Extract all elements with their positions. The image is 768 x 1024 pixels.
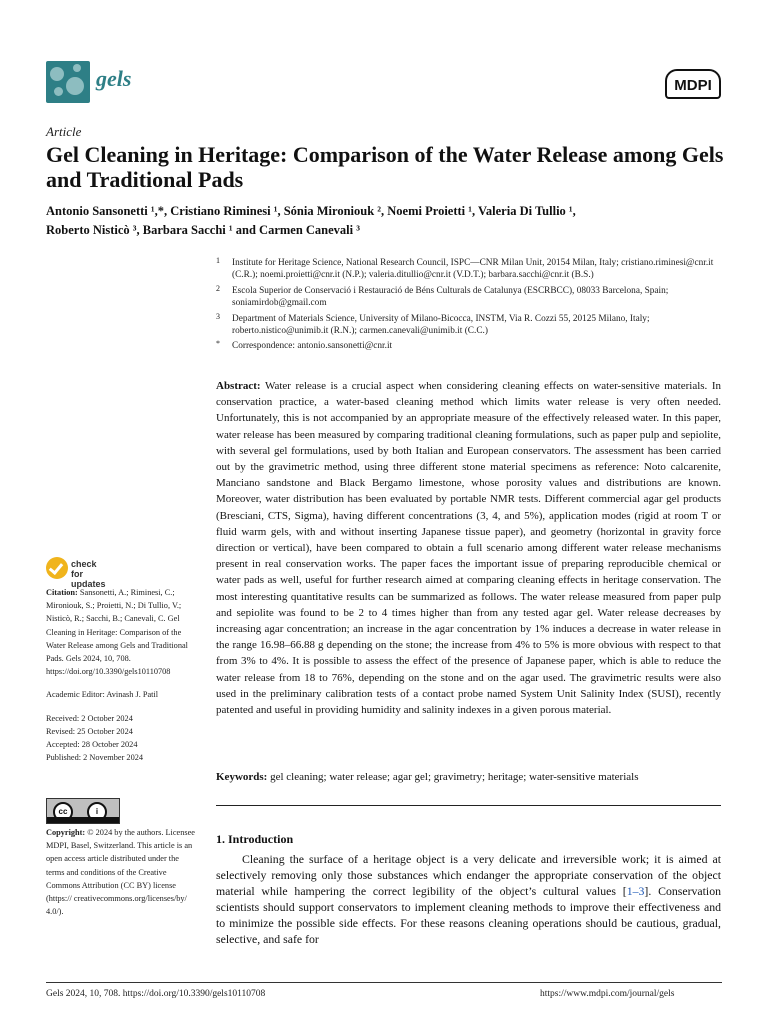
correspondence: * Correspondence: antonio.sansonetti@cnr.it (216, 339, 393, 352)
section-heading: 1. Introduction (216, 832, 294, 846)
author-list (46, 202, 746, 240)
revised-date: Revised: 25 October 2024 (46, 726, 133, 736)
cc-icon: cc (53, 802, 73, 822)
keywords (216, 771, 721, 783)
copyright (46, 826, 198, 918)
abstract-text: Water release is a crucial aspect when considering cleaning effects on water-sensitive materials. In conservation practice, a water-based cleaning method which limits water release is very often needed. Unfortunately, this is not accompanied by an appropriate measure of the effectively released water. In this paper, water release has been measured by comparing traditional cleaning formulations, such as paper pulp and sepiolite, with several gel formulations, used by both Italian and European conservators. The assessment has been carried out by the gravimetric method, using three different stone material specimens as reference: Noto calcarenite, Manciano sandstone and Black Bergamo limestone, whose porosity values and distributions are known. Moreover, water distribution has been evaluated by portable NMR tests. Different commercial agar gel products (Bresciani, CTS, Sigma), having different concentrations (3, 4, and 5%), application modes (rigid at room T or fluid warm gels, with and without inserting Japanese tissue paper), and geometry (horizontal in gravity force direction or vertical), have been compared to obtain a full scenario among different water release mechanisms present in real conservation works. The paper faces the important issue of preparing reproducible chemical or water pads as well, useful for further research aimed at comparing cleaning effects in heritage conservation. The most interesting quantitative results can be summarized as follows. The water release measured from paper pulp and sepiolite was found to be 2 to 4 times higher than from any tested agar gel. Water release decreases by increasing agar concentration; an increase in the agar concentration by 1% induces a decrease in water release in the range 16.98–66.88 g depending on the stone; the increase from 4% to 5% is more obvious with respect to that from 3% to 4%. It is possible to assess the effect of the presence of Japanese paper, which is able to reduce the water release from 18 to 76%, depending on the stone and on the agar used. The gravimetric results were also used in the preliminary calibration tests of a contact probe named System Unit Salinity Index (SUSI), recently patented and useful in providing humidity and salinity indexes in a given porous material. (216, 380, 721, 717)
divider (216, 805, 721, 806)
footer-citation[interactable]: Gels 2024, 10, 708. https://doi.org/10.3390/gels10110708 (46, 989, 266, 999)
journal-logo (46, 61, 90, 103)
copyright-label: Copyright: (46, 828, 86, 837)
accepted-date: Accepted: 28 October 2024 (46, 740, 138, 750)
received-date: Received: 2 October 2024 (46, 713, 133, 723)
check-updates-label: check for updates (71, 559, 106, 589)
article-type: Article (46, 124, 82, 139)
sidebar-info (46, 586, 198, 764)
check-updates-icon (46, 557, 68, 579)
person-icon: i (87, 802, 107, 822)
footer-divider (46, 982, 722, 983)
keywords-label: Keywords: (216, 771, 268, 783)
citation-link[interactable]: 1–3 (626, 884, 645, 898)
copyright-text: © 2024 by the authors. Licensee MDPI, Basel, Switzerland. This article is an open access article distributed under the terms and conditions of the Creative Commons Attribution (CC BY) license (https:// creativecommons.org/licenses/by/ 4.0/). (46, 828, 195, 917)
published-date: Published: 2 November 2024 (46, 753, 144, 763)
journal-name: gels (96, 66, 132, 91)
affiliation-item: 2 Escola Superior de Conservació i Restauració de Béns Culturals de Catalunya (ESCRBCC), 08033 Barcelona, Spain; soniamirdob@gmail.com (216, 283, 669, 309)
academic-editor: Academic Editor: Avinash J. Patil (46, 690, 159, 700)
affiliations (216, 257, 736, 356)
publisher-logo: MDPI (665, 69, 721, 99)
footer-journal-link[interactable]: https://www.mdpi.com/journal/gels (540, 989, 675, 999)
authors-line-2: Roberto Nisticò ³, Barbara Sacchi ¹ and Carmen Canevali ³ (46, 223, 361, 237)
citation: Citation: Sansonetti, A.; Riminesi, C.; Mironiouk, S.; Proietti, N.; Di Tullio, V.; Nisticò, R.; Sacchi, B.; Canevali, C. Gel Cleaning in Heritage: Comparison of the Water Release among Gels and Traditional Pads. Gels 2024, 10, 708. https://doi.org/10.3390/gels10110708 (46, 588, 188, 677)
affiliation-item: 1 Institute for Heritage Science, National Research Council, ISPC—CNR Milan Unit, 20154 Milan, Italy; cristiano.riminesi@cnr.it (C.R.); noemi.proietti@cnr.it (N.P.); valeria.ditullio@cnr.it (V.D.T.); barbara.sacchi@cnr.it (B.S.) (216, 256, 714, 281)
affiliation-item: 3 Department of Materials Science, University of Milano-Bicocca, INSTM, Via R. Cozzi 55, 20125 Milano, Italy; roberto.nistico@unimib.it (R.N.); carmen.canevali@unimib.it (C.C.) (216, 311, 650, 337)
correspondence-email[interactable]: Correspondence: antonio.sansonetti@cnr.it (232, 341, 393, 352)
cc-by-license-badge[interactable] (46, 798, 120, 824)
introduction-text: Cleaning the surface of a heritage object is a very delicate and irreversible work; it is aimed at selectively removing only those substances which endanger the appropriate conservation of the object material while hampering the correct legibility of the object’s cultural values [1–3]. Conservation scientists should support conservators to implement cleaning methods to improve their effectiveness and to minimize the possible side effects. For these reasons cleaning operations should be cautious, gradual, selective, and safe for (216, 852, 721, 946)
authors-line-1: Antonio Sansonetti ¹,*, Cristiano Riminesi ¹, Sónia Mironiouk ², Noemi Proietti ¹, Valeria Di Tullio ¹, (46, 204, 576, 218)
page-title: Gel Cleaning in Heritage: Comparison of the Water Release among Gels and Traditional Pads (46, 142, 724, 192)
keywords-text: gel cleaning; water release; agar gel; gravimetry; heritage; water-sensitive materials (270, 771, 639, 783)
abstract (216, 378, 721, 718)
abstract-label: Abstract: (216, 380, 261, 392)
